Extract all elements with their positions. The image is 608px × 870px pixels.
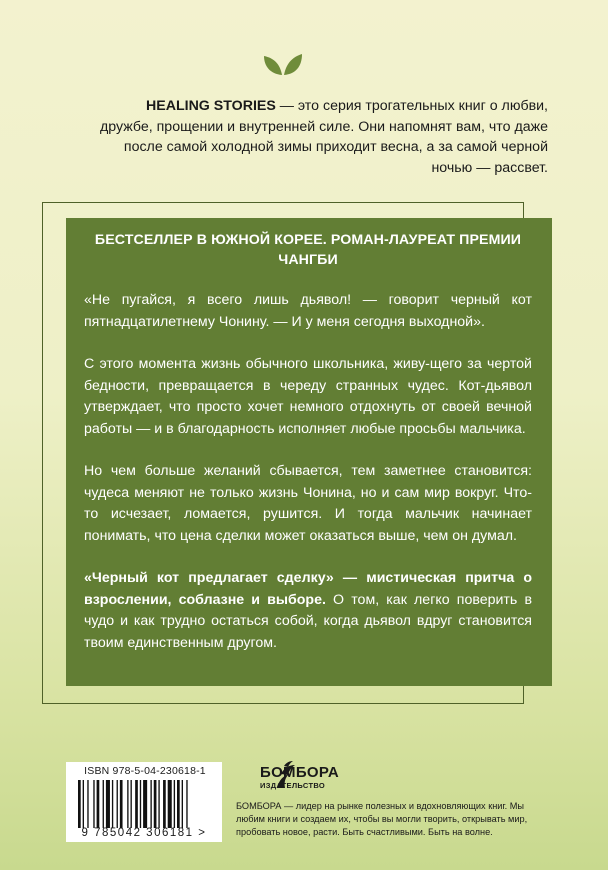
publisher-description: БОМБОРА — лидер на рынке полезных и вдохновляющих книг. Мы любим книги и создаем их, чтобы вы могли творить, открывать мир, пробовать новое, расти. Быть счастливыми. Быть на волне.	[236, 801, 528, 837]
series-name: HEALING STORIES	[146, 98, 276, 114]
paragraph-plot: С этого момента жизнь обычного школьника, живу-щего за чертой бедности, превращается в череду странных чудес. Кот-дьявол утверждает, что просто хочет немного отдохнуть от своей вечной работы — и в благодарность исполняет любые просьбы мальчика.	[84, 356, 532, 437]
paragraph-quote: «Не пугайся, я всего лишь дьявол! — говорит черный кот пятнадцатилетнему Чонину. — И у меня сегодня выходной».	[84, 292, 532, 330]
series-intro	[98, 96, 548, 178]
leaf-icon	[260, 48, 306, 78]
isbn-label: ISBN 978-5-04-230618-1	[84, 765, 206, 777]
headline: БЕСТСЕЛЛЕР В ЮЖНОЙ КОРЕЕ. РОМАН-ЛАУРЕАТ ПРЕМИИ ЧАНГБИ	[94, 232, 522, 268]
paragraph-summary	[84, 568, 532, 654]
barcode	[66, 762, 222, 842]
publisher-name: БОМБОРА	[260, 764, 340, 781]
barcode-bars	[78, 780, 212, 828]
summary-bold: «Черный кот предлагает сделку» — мистическая притча о взрослении, соблазне и выборе.	[84, 570, 532, 608]
barcode-digits: 9 785042 306181 >	[81, 827, 207, 839]
publisher-sub: ИЗДАТЕЛЬСТВО	[260, 781, 325, 790]
annotation-block	[84, 230, 532, 675]
series-description: — это серия трогательных книг о любви, дружбе, прощении и внутренней силе. Они напомнят вам, что даже после самой холодной зимы приходит весна, а за самой черной ночью — рассвет.	[99, 98, 548, 176]
summary-rest: О том, как легко поверить в чудо и как трудно остаться собой, когда дьявол вдруг становится твоим единственным другом.	[84, 591, 532, 651]
paragraph-consequence: Но чем больше желаний сбывается, тем заметнее становится: чудеса меняют не только жизнь Чонина, но и сам мир вокруг. Что-то исчезает, ломается, рушится. И тогда мальчик начинает понимать, что цена сделки может оказаться выше, чем он думал.	[84, 463, 532, 544]
